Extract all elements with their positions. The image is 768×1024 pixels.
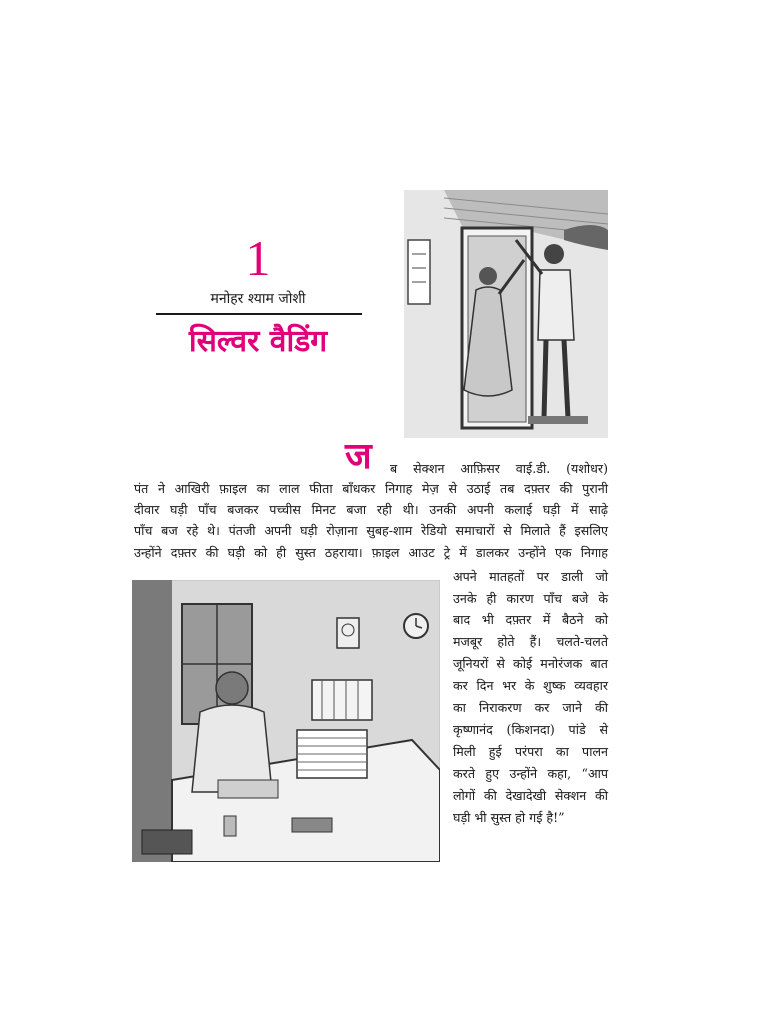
paragraph-line: पंत ने आखिरी फ़ाइल का लाल फीता बाँधकर निगाह मेज़ से उठाई तब दफ़्तर की पुरानी <box>134 481 608 496</box>
paragraph-line: का निराकरण कर जाने की <box>453 700 608 715</box>
paragraph-line: कृष्णानंद (किशनदा) पांडे से <box>453 722 608 737</box>
paragraph-line: उनके ही कारण पाँच बजे के <box>453 591 608 606</box>
drop-cap: ज <box>345 435 372 477</box>
paragraph-line: दीवार घड़ी पाँच बजकर पच्चीस मिनट बजा रही थी। उनकी अपनी कलाई घड़ी में साढ़े <box>134 502 608 517</box>
paragraph-line: उन्होंने दफ़्तर की घड़ी को ही सुस्त ठहराया। फ़ाइल आउट ट्रे में डालकर उन्होंने एक निगाह <box>134 545 608 560</box>
paragraph-line: जूनियरों से कोई मनोरंजक बात <box>453 656 608 671</box>
paragraph-line: लोगों की देखादेखी सेक्शन की <box>453 788 608 803</box>
paragraph-line: अपने मातहतों पर डाली जो <box>453 569 608 584</box>
office-desk-illustration <box>132 580 440 862</box>
chapter-title: सिल्वर वैडिंग <box>188 324 328 359</box>
paragraph-line: कर दिन भर के शुष्क व्यवहार <box>453 678 608 693</box>
author-name: मनोहर श्याम जोशी <box>210 291 306 307</box>
paragraph-line: पाँच बज रहे थे। पंतजी अपनी घड़ी रोज़ाना सुबह-शाम रेडियो समाचारों से मिलाते हैं इसलिए <box>134 523 608 538</box>
paragraph-first-line: ब सेक्शन आफ़िसर वाई.डी. (यशोधर) <box>390 461 608 476</box>
paragraph-line: मिली हुई परंपरा का पालन <box>453 744 608 759</box>
couple-at-door-illustration <box>404 190 608 438</box>
paragraph-line: मजबूर होते हैं। चलते-चलते <box>453 634 608 649</box>
chapter-number: 1 <box>245 230 271 286</box>
paragraph-line: घड़ी भी सुस्त हो गई है!” <box>453 810 565 825</box>
paragraph-line: बाद भी दफ़्तर में बैठने को <box>453 612 608 627</box>
title-divider <box>156 313 362 315</box>
paragraph-line: करते हुए उन्होंने कहा, “आप <box>453 766 608 781</box>
